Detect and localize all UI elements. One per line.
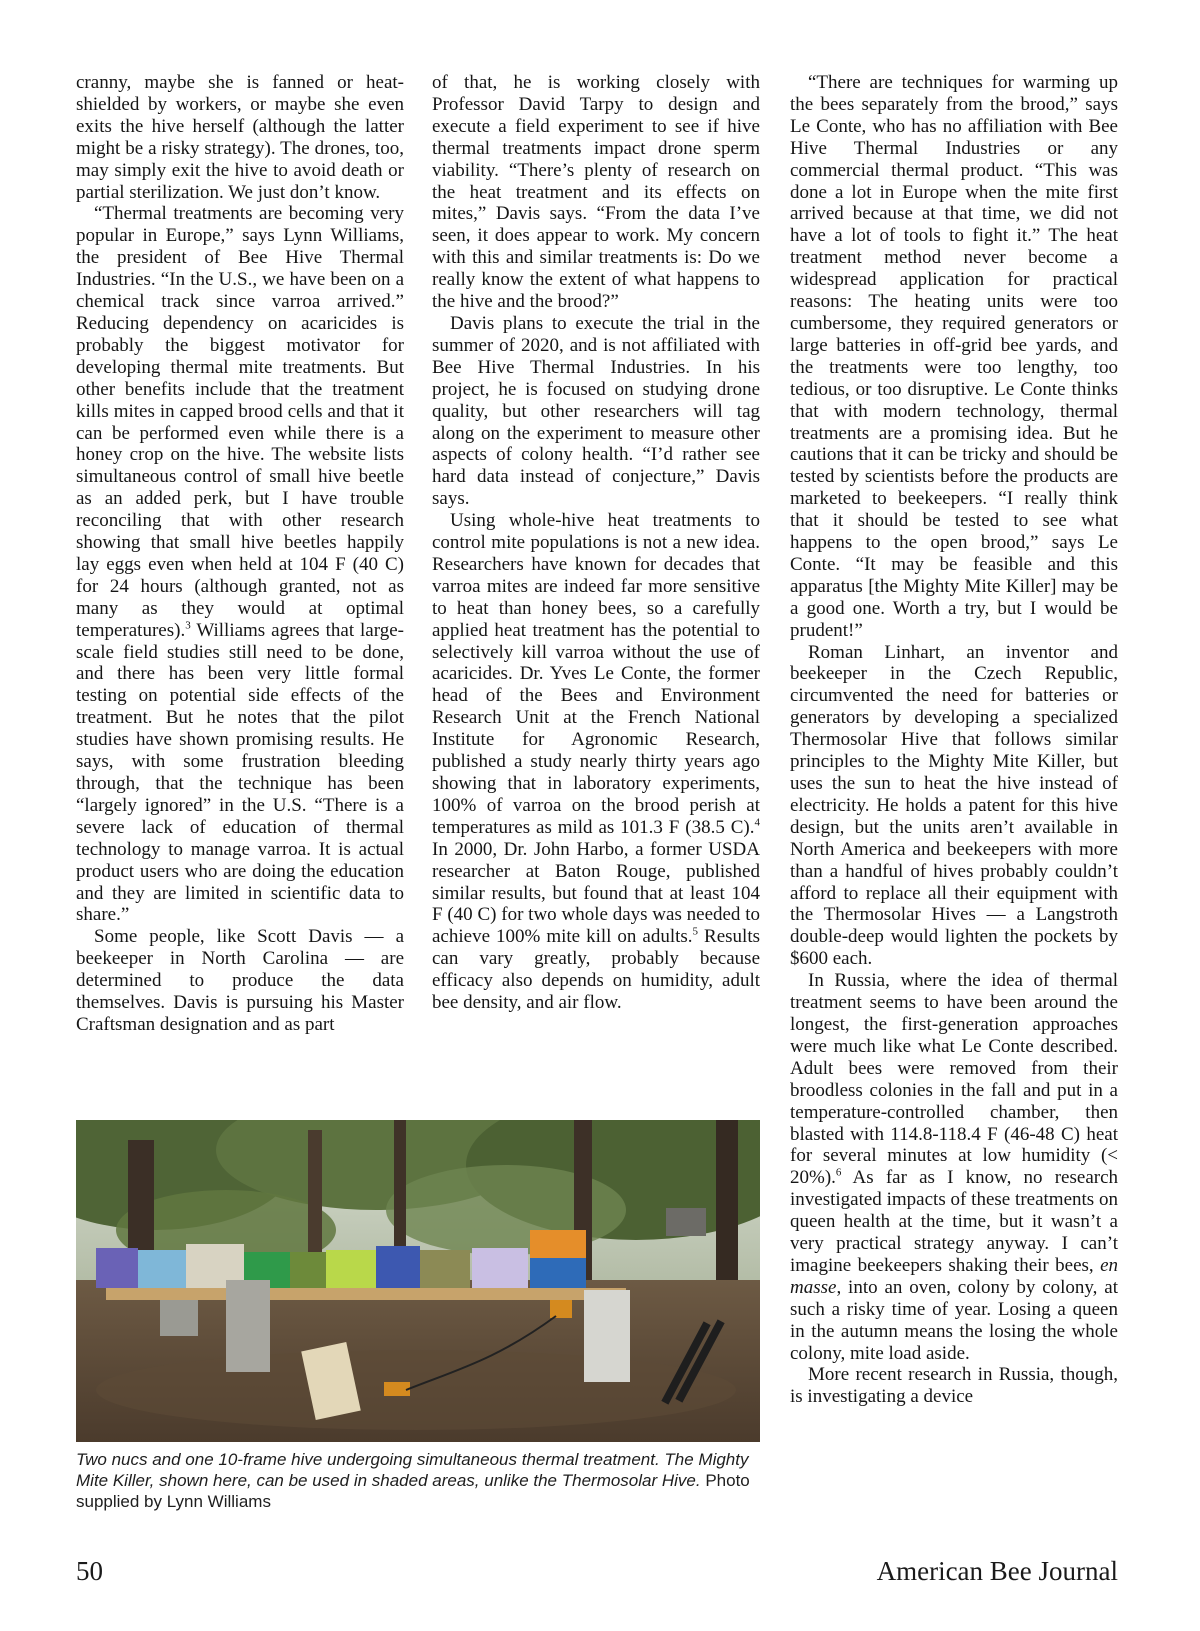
caption-text: Two nucs and one 10-frame hive undergoing simultaneous thermal treatment. The Mighty Mite Killer, shown here, can be used in shaded areas, unlike the Thermosolar Hive. [76, 1450, 749, 1490]
footnote-ref: 5 [692, 926, 699, 939]
paragraph: Roman Linhart, an inventor and beekeeper in the Czech Republic, circumvented the need for batteries or generators by developing a specialized Thermosolar Hive that follows similar principles to the Mighty Mite Killer, but uses the sun to heat the hive instead of electricity. He holds a patent for this hive design, but the units aren’t available in North America and beekeepers with more than a handful of hives probably couldn’t afford to replace all their equipment with the Thermosolar Hives — a Langstroth double-deep would lighten the pockets by $600 each. [790, 641, 1118, 970]
hive-treatment-photo [76, 1120, 760, 1442]
paragraph: In Russia, where the idea of thermal treatment seems to have been around the longest, the first-generation approaches were much like what Le Conte described. Adult bees were removed from their broodless colonies in the fall and put in a temperature-controlled chamber, then blasted with 114.8-118.4 F (46-48 C) heat for several minutes at low humidity (< 20%).$^6$ As far as I know, no research investigated impacts of these treatments on queen health at the time, but it wasn’t a very practical strategy anyway. I can’t imagine beekeepers shaking their bees, en masse, into an oven, colony by colony, at such a risky time of year. Losing a queen in the autumn means the losing the whole colony, mite load aside. [790, 970, 1119, 1364]
photo-credit: Photo supplied by Lynn Williams [76, 1471, 750, 1511]
page-number: 50 [76, 1556, 103, 1586]
footnote-ref: 3 [185, 619, 191, 632]
article-column-2 [432, 72, 760, 1014]
footnote-ref: 6 [835, 1166, 842, 1179]
paragraph: Using whole-hive heat treatments to control mite populations is not a new idea. Researchers have known for decades that varroa mites are indeed far more sensitive to heat than honey bees, so a carefully applied heat treatment has the potential to selectively kill varroa without the use of acaricides. Dr. Yves Le Conte, the former head of the Bees and Environment Research Unit at the French National Institute for Agronomic Research, published a study nearly thirty years ago showing that in laboratory experiments, 100% of varroa on the brood perish at temperatures as mild as 101.3 F (38.5 C).$^4$ In 2000, Dr. John Harbo, a former USDA researcher at Baton Rouge, published similar results, but found that at least 104 F (40 C) for two whole days was needed to achieve 100% mite kill on adults.$^5$ Results can vary greatly, probably because efficacy also depends on humidity, adult bee density, and air flow. [432, 510, 760, 1014]
paragraph: “Thermal treatments are becoming very popular in Europe,” says Lynn Williams, the president of Bee Hive Thermal Industries. “In the U.S., we have been on a chemical track since varroa arrived.” Reducing dependency on acaricides is probably the biggest motivator for developing thermal mite treatments. But other benefits include that the treatment kills mites in capped brood cells and that it can be performed even while there is a honey crop on the hive. The website lists simultaneous control of small hive beetle as an added perk, but I have trouble reconciling that with other research showing that small hive beetles happily lay eggs even when held at 104 F (40 C) for 24 hours (although granted, not as many as they would at optimal temperatures).$^3$ Williams agrees that large-scale field studies still need to be done, and there has been very little formal testing on potential side effects of the treatment. But he notes that the pilot studies have shown promising results. He says, with some frustration bleeding through, that the technique has been “largely ignored” in the U.S. “There is a severe lack of education of thermal technology to manage varroa. It is actual product users who are doing the education and they are limited in scientific data to share.” [76, 203, 404, 926]
paragraph: More recent research in Russia, though, is investigating a device [790, 1364, 1118, 1408]
footnote-ref: 4 [754, 816, 760, 829]
photo-caption [76, 1449, 766, 1512]
paragraph: of that, he is working closely with Professor David Tarpy to design and execute a field experiment to see if hive thermal treatments impact drone sperm viability. “There’s plenty of research on the heat treatment and its effects on mites,” Davis says. “From the data I’ve seen, it does appear to work. My concern with this and similar treatments is: Do we really know the extent of what happens to the hive and the brood?” [432, 72, 760, 313]
paragraph: Some people, like Scott Davis — a beekeeper in North Carolina — are determined to produce the data themselves. Davis is pursuing his Master Craftsman designation and as part [76, 926, 404, 1035]
article-column-3 [790, 72, 1118, 1408]
paragraph: cranny, maybe she is fanned or heat-shielded by workers, or maybe she even exits the hive herself (although the latter might be a risky strategy). The drones, too, may simply exit the hive to avoid death or partial sterilization. We just don’t know. [76, 72, 404, 203]
journal-title: American Bee Journal [876, 1556, 1118, 1586]
paragraph: Davis plans to execute the trial in the summer of 2020, and is not affiliated with Bee Hive Thermal Industries. In his project, he is focused on studying drone quality, but other researchers will tag along on the experiment to measure other aspects of colony health. “I’d rather see hard data instead of conjecture,” Davis says. [432, 312, 760, 510]
article-column-1 [76, 72, 404, 1036]
paragraph: “There are techniques for warming up the bees separately from the brood,” says Le Conte, who has no affiliation with Bee Hive Thermal Industries or any commercial thermal product. “This was done a lot in Europe when the mite first arrived because at that time, we did not have a lot of tools to fight it.” The heat treatment method never become a widespread application for practical reasons: The heating units were too cumbersome, they required generators or large batteries in off-grid bee yards, and the treatments were too lengthy, too tedious, or too disruptive. Le Conte thinks that with modern technology, thermal treatments are a promising idea. But he cautions that it can be tricky and should be tested by scientists before the products are marketed to beekeepers. “I really think that it should be tested to see what happens to the open brood,” says Le Conte. “It may be feasible and this apparatus [the Mighty Mite Killer] may be a good one. Worth a try, but I would be prudent!” [790, 72, 1118, 641]
